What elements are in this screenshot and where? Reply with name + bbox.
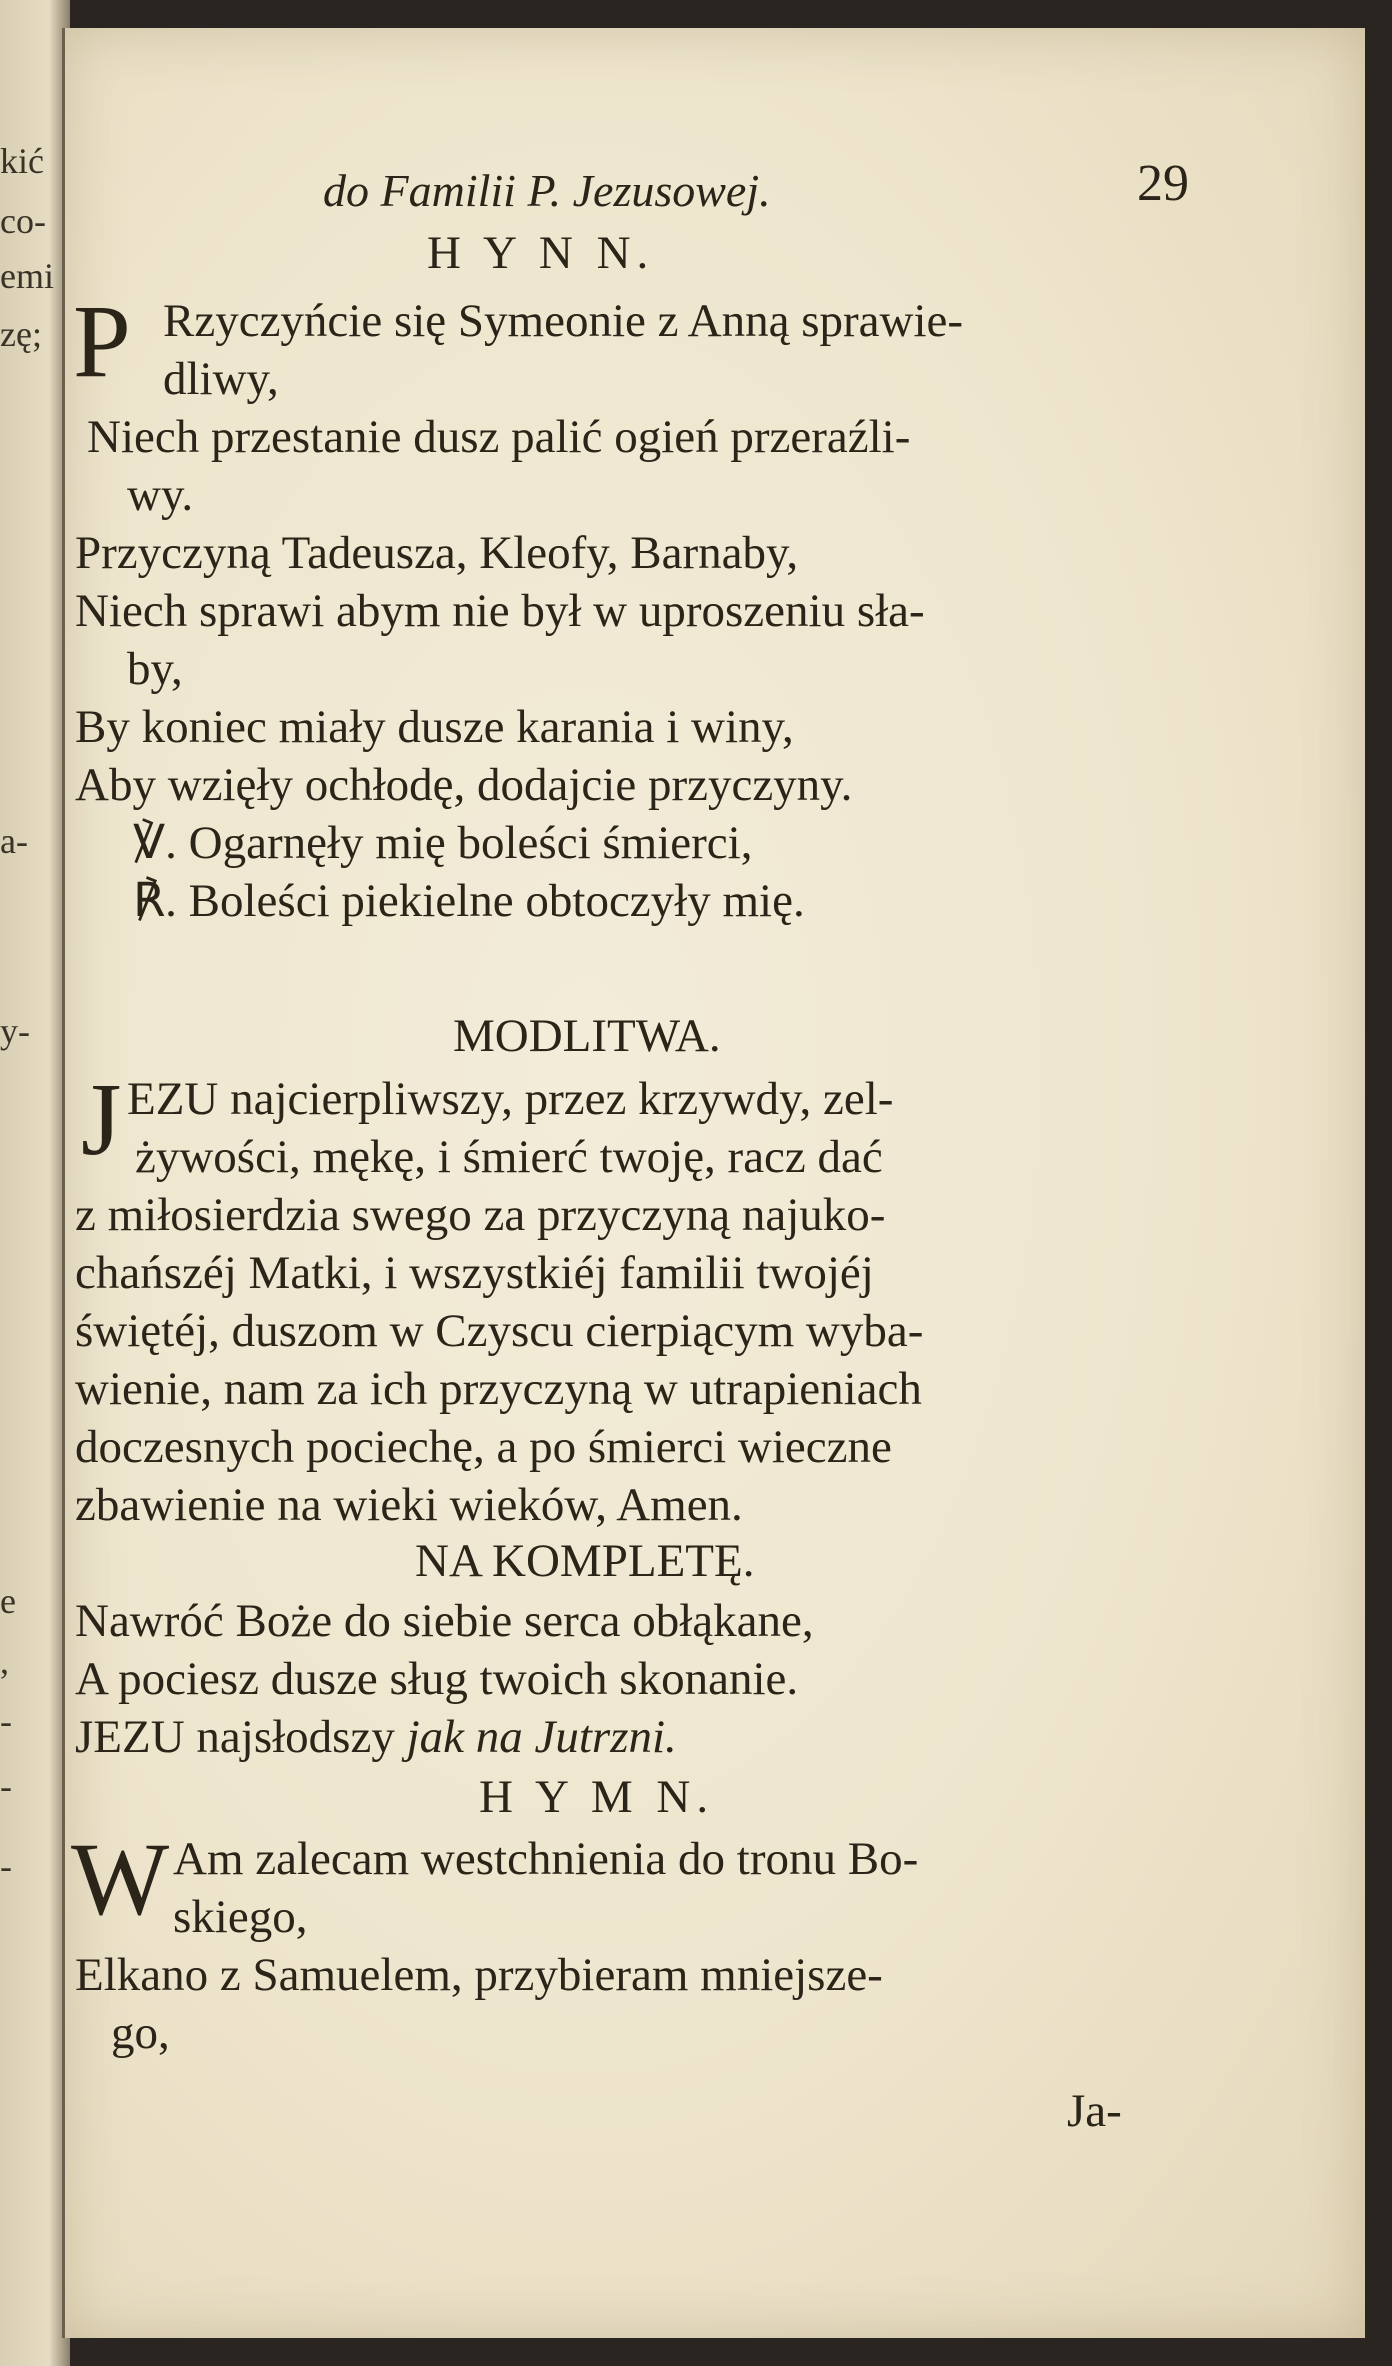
margin-fragment: emi	[0, 256, 54, 296]
margin-fragment: zę;	[0, 314, 42, 354]
drop-cap: P	[73, 284, 131, 399]
text-line: wy.	[127, 469, 194, 521]
text-line: Rzyczyńcie się Symeonie z Anną sprawie-	[163, 295, 964, 347]
text-line: zbawienie na wieki wieków, Amen.	[75, 1479, 743, 1531]
italic-reference: jak na Jutrzni.	[406, 1711, 677, 1763]
text-line: Elkano z Samuelem, przybieram mniejsze-	[75, 1949, 883, 2001]
text-line: dliwy,	[163, 353, 279, 405]
page-number: 29	[1137, 155, 1189, 212]
left-page-edge	[0, 0, 70, 2366]
text-line: Niech przestanie dusz palić ogień przeraźli-	[87, 411, 911, 463]
text-line-start: JEZU najsłodszy	[75, 1711, 395, 1763]
text-line: Aby wzięły ochłodę, dodajcie przyczyny.	[75, 759, 853, 811]
margin-fragment: y-	[0, 1011, 30, 1051]
text-line: z miłosierdzia swego za przyczyną najuko-	[75, 1189, 886, 1241]
text-line: wienie, nam za ich przyczyną w utrapieniach	[75, 1363, 922, 1415]
text-line: skiego,	[173, 1891, 308, 1943]
text-line: go,	[111, 2007, 170, 2059]
drop-cap: W	[71, 1822, 170, 1937]
margin-fragment: ,	[0, 1641, 9, 1681]
text-line: Przyczyną Tadeusza, Kleofy, Barnaby,	[75, 527, 799, 579]
margin-fragment: -	[0, 1846, 12, 1886]
section-title: NA KOMPLETĘ.	[415, 1535, 755, 1587]
margin-fragment: -	[0, 1701, 12, 1741]
text-line: A pociesz dusze sług twoich skonanie.	[75, 1653, 799, 1705]
versicle-line: ℣. Ogarnęły mię boleści śmierci,	[133, 817, 753, 869]
text-line: żywości, mękę, i śmierć twoję, racz dać	[135, 1131, 883, 1183]
text-line: By koniec miały dusze karania i winy,	[75, 701, 794, 753]
margin-fragment: kić	[0, 141, 44, 181]
running-title: do Familii P. Jezusowej.	[323, 165, 771, 216]
text-line: by,	[127, 643, 183, 695]
hymn-title: H Y M N.	[479, 1771, 715, 1823]
hymn-title: H Y N N.	[427, 227, 655, 279]
text-line: świętéj, duszom w Czyscu cierpiącym wyba-	[75, 1305, 924, 1357]
text-line: EZU najcierpliwszy, przez krzywdy, zel-	[127, 1073, 894, 1125]
margin-fragment: e	[0, 1581, 16, 1621]
book-page	[62, 28, 1365, 2338]
text-line	[75, 1711, 677, 1763]
catchword: Ja-	[1067, 2085, 1122, 2137]
text-line: doczesnych pociechę, a po śmierci wieczne	[75, 1421, 892, 1473]
drop-cap: J	[81, 1062, 122, 1177]
text-line: Niech sprawi abym nie był w uproszeniu sła-	[75, 585, 925, 637]
text-line: Nawróć Boże do siebie serca obłąkane,	[75, 1595, 814, 1647]
margin-fragment: a-	[0, 821, 28, 861]
text-line: chańszéj Matki, i wszystkiéj familii twojéj	[75, 1247, 874, 1299]
margin-fragment: -	[0, 1766, 12, 1806]
text-line: Am zalecam westchnienia do tronu Bo-	[173, 1833, 919, 1885]
response-line: ℟. Boleści piekielne obtoczyły mię.	[133, 875, 805, 927]
prayer-title: MODLITWA.	[453, 1010, 721, 1062]
margin-fragment: co-	[0, 201, 46, 241]
